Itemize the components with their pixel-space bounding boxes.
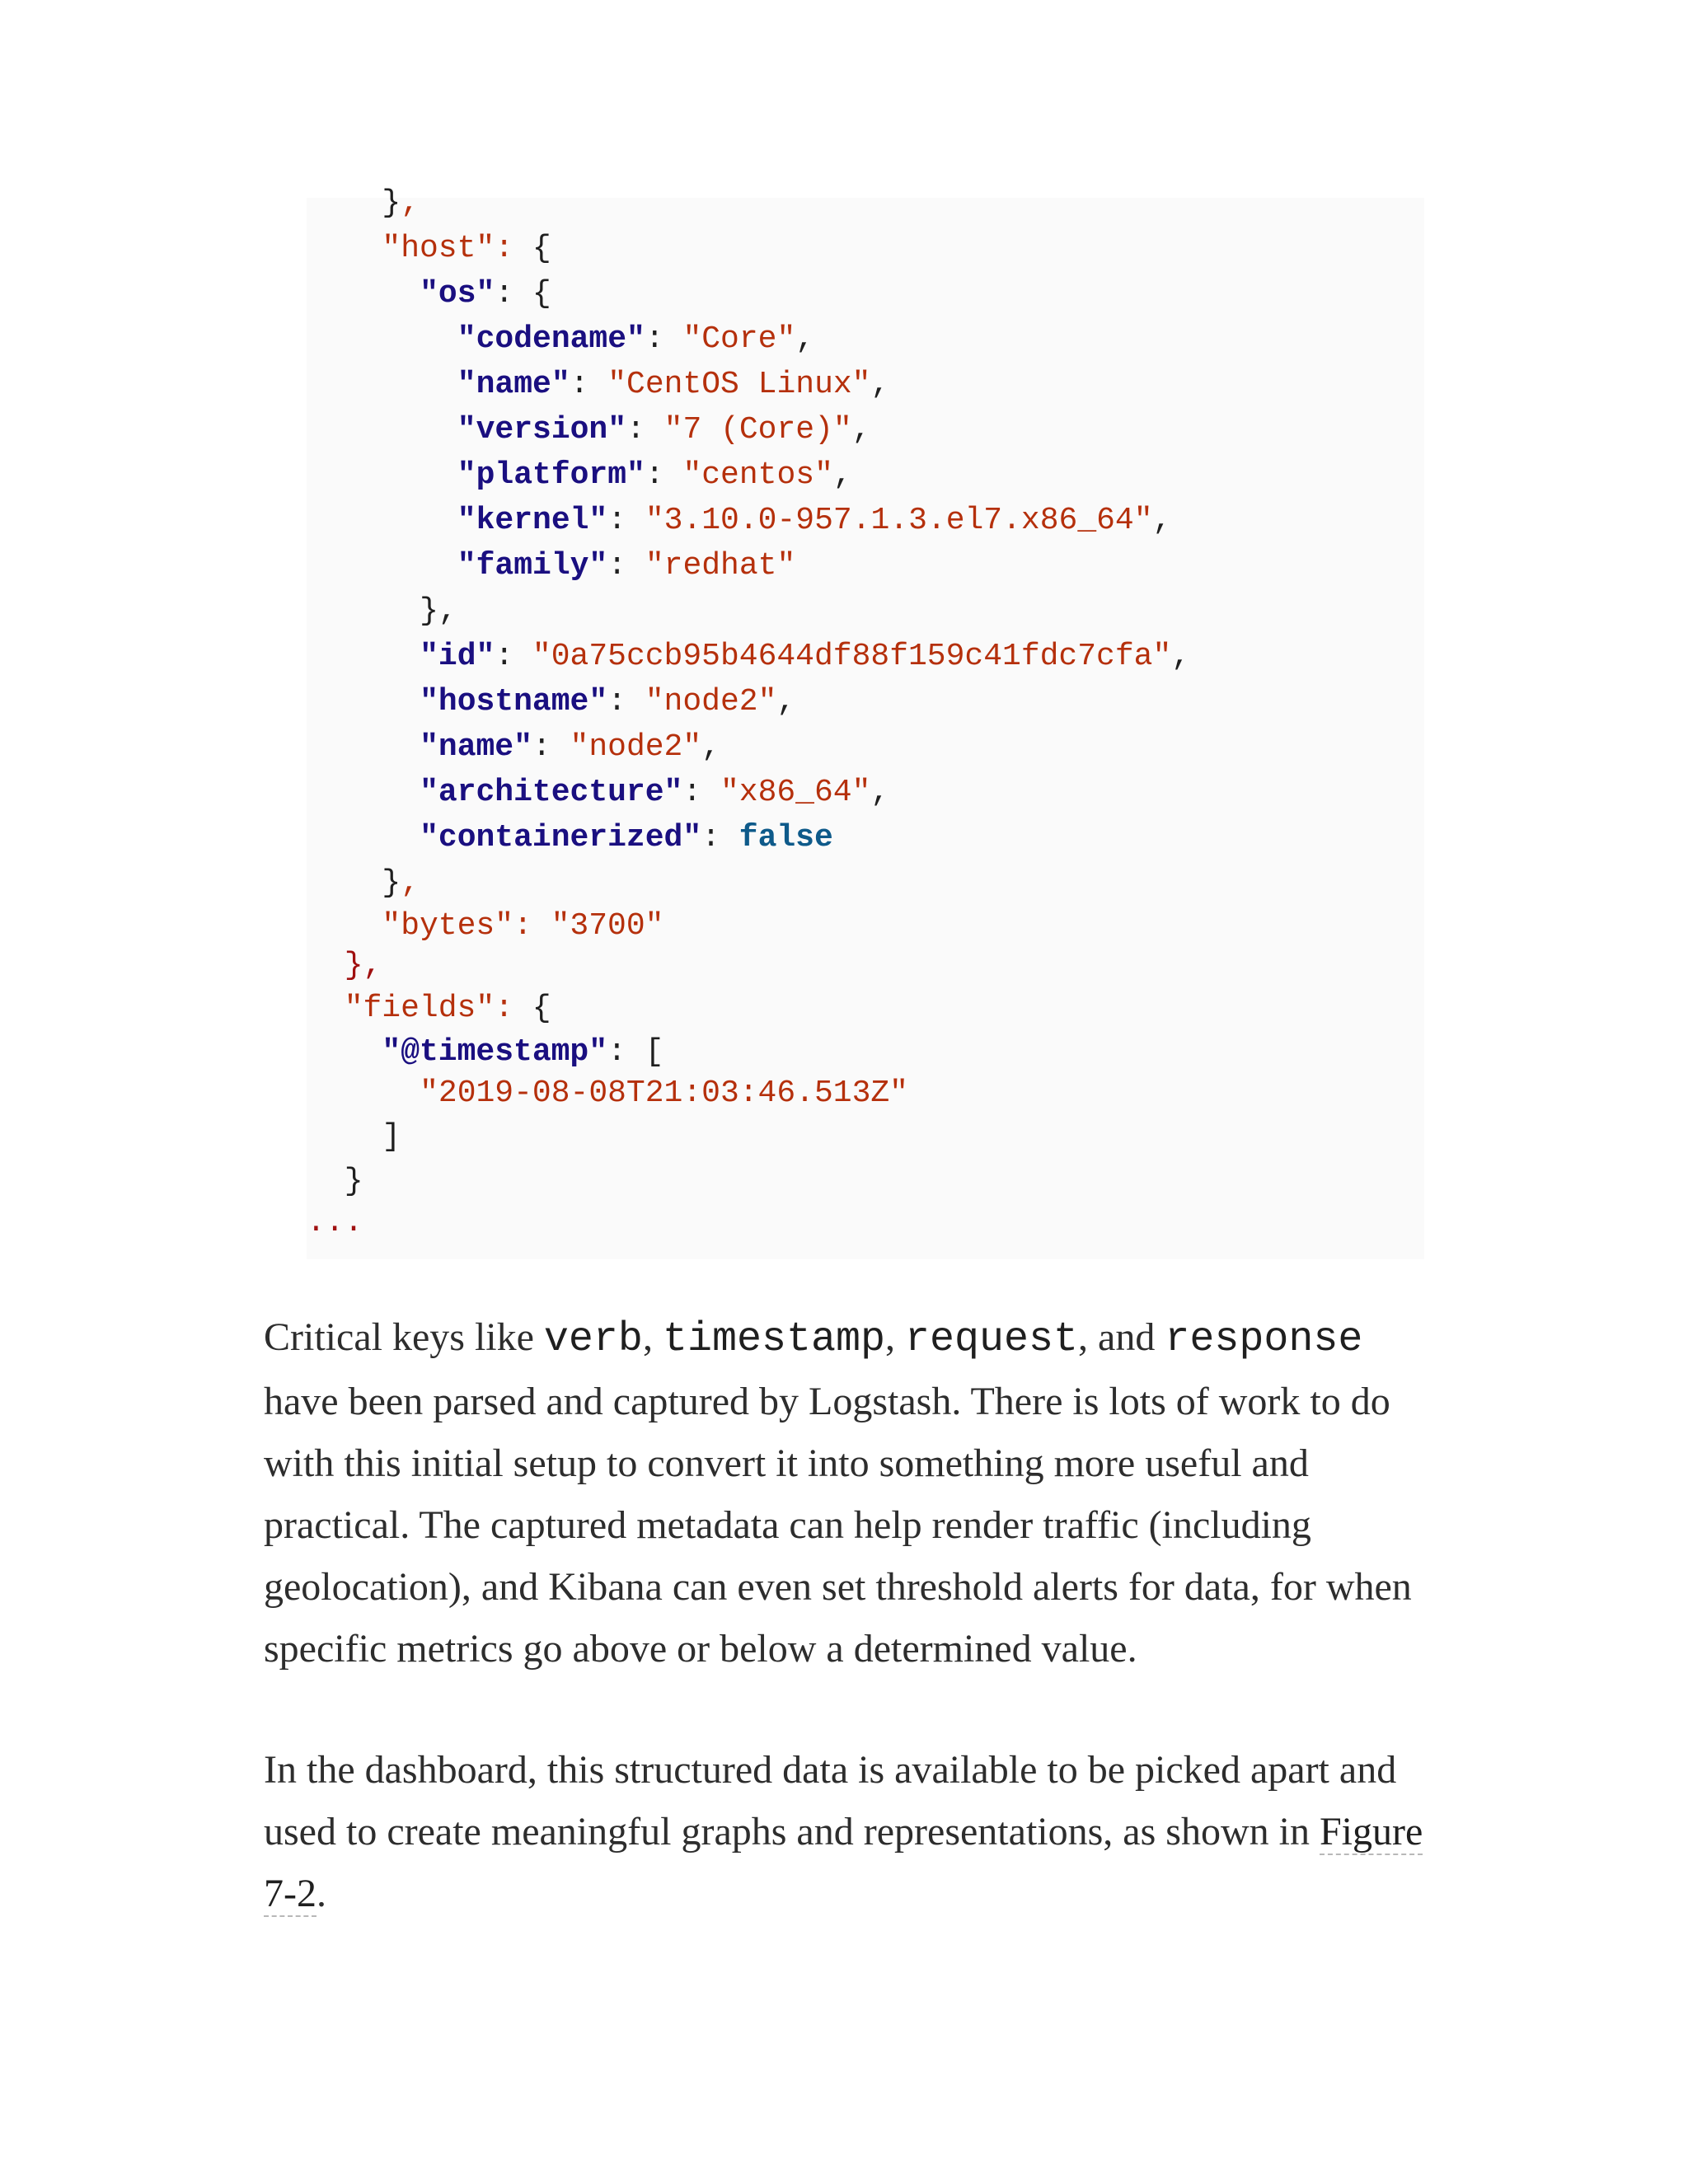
code-line [382, 865, 420, 901]
code-line [345, 950, 382, 982]
code-line [457, 548, 796, 583]
code-token-punct: , [832, 457, 852, 493]
code-token-darkred: }, [344, 948, 382, 983]
code-token-punct: : [607, 548, 645, 583]
code-line [382, 233, 551, 265]
code-token-punct: } [382, 185, 401, 221]
inline-code-request: request [905, 1316, 1079, 1363]
code-token-punct: : { [495, 276, 551, 312]
code-line [457, 321, 815, 357]
code-line [457, 412, 871, 448]
code-token-punct: : [607, 684, 645, 719]
code-token-punct: : [ [607, 1034, 664, 1070]
code-token-punct: : [626, 412, 664, 448]
code-token-punct: : [645, 457, 683, 493]
code-token-str: "3.10.0-957.1.3.el7.x86_64" [645, 503, 1153, 538]
json-code-listing [307, 185, 1424, 1259]
code-token-punct: : [701, 820, 739, 855]
code-token-str: "CentOS Linux" [607, 367, 871, 402]
inline-code-response: response [1165, 1316, 1363, 1363]
code-token-punct: : [682, 775, 720, 810]
code-line [382, 185, 420, 221]
code-token-str: "0a75ccb95b4644df88f159c41fdc7cfa" [532, 639, 1172, 674]
figure-cross-reference-link[interactable]: Figure 7-2 [264, 1810, 1423, 1915]
code-token-key: "@timestamp" [382, 1034, 608, 1070]
code-line [307, 1207, 363, 1239]
code-token-key: "version" [457, 412, 627, 448]
code-line [457, 369, 890, 401]
code-token-str: "host" [382, 231, 495, 266]
paragraph-text: have been parsed and captured by Logstash. There is lots of work to do with this initial setup to convert it into something more useful and practical. The captured metadata can help render traffic (including geolocation), and Kibana can even set threshold alerts for data, for when specific metrics go above or below a determined value. [264, 1380, 1412, 1671]
code-token-str: "redhat" [645, 548, 796, 583]
code-line [420, 593, 457, 629]
body-paragraph [264, 1739, 1434, 1924]
code-token-punct: } [344, 1164, 363, 1199]
code-line [420, 276, 551, 312]
code-token-punct: , [1171, 639, 1191, 674]
code-token-key: "containerized" [420, 820, 702, 855]
code-token-key: "os" [420, 276, 495, 312]
paragraph-text: In the dashboard, this structured data is available to be picked apart and used to create meaningful graphs and representations, as shown in [264, 1748, 1397, 1854]
paragraph-text: , and [1078, 1315, 1165, 1359]
code-token-punct: : [495, 639, 532, 674]
code-line [420, 729, 720, 765]
body-paragraph [264, 1306, 1434, 1680]
code-token-punct: : [645, 321, 683, 357]
code-token-punct: , [776, 684, 796, 719]
code-token-punct: }, [420, 593, 457, 629]
code-token-key: "codename" [457, 321, 645, 357]
code-token-str: "fields" [344, 991, 495, 1026]
code-token-punct: , [701, 729, 720, 765]
code-line [457, 457, 852, 493]
code-token-red: , [401, 865, 420, 901]
code-token-key: "name" [457, 367, 570, 402]
code-token-punct: { [513, 991, 551, 1026]
code-token-punct: ] [382, 1119, 401, 1155]
code-line [345, 993, 551, 1024]
code-token-str: "bytes": "3700" [382, 908, 664, 944]
code-token-key: "name" [420, 729, 532, 765]
inline-code-verb: verb [543, 1316, 643, 1363]
code-line [420, 641, 1190, 673]
code-token-str: "x86_64" [720, 775, 871, 810]
inline-code-timestamp: timestamp [662, 1316, 885, 1363]
code-token-punct: : [532, 729, 570, 765]
code-line [345, 1166, 363, 1197]
code-line [382, 908, 664, 944]
code-line [457, 505, 1172, 537]
code-token-str: "centos" [682, 457, 833, 493]
code-token-str: "2019-08-08T21:03:46.513Z" [420, 1076, 908, 1111]
paragraph-text: Critical keys like [264, 1315, 544, 1359]
code-token-str: "node2" [645, 684, 777, 719]
code-line [420, 684, 796, 719]
code-token-punct: } [382, 865, 401, 901]
code-token-key: "family" [457, 548, 608, 583]
code-token-key: "hostname" [420, 684, 608, 719]
code-token-punct: , [870, 367, 890, 402]
paragraph-text: , [642, 1315, 663, 1359]
code-token-bool: false [738, 820, 833, 855]
code-token-punct: : [607, 503, 645, 538]
paragraph-text: . [316, 1872, 326, 1915]
code-token-punct: , [795, 321, 815, 357]
code-line [382, 1119, 401, 1155]
code-token-str: "Core" [682, 321, 796, 357]
code-token-str: "node2" [570, 729, 702, 765]
code-token-punct: , [1152, 503, 1172, 538]
code-token-punct: { [513, 231, 551, 266]
code-token-key: "platform" [457, 457, 645, 493]
code-line [420, 777, 889, 808]
code-token-darkred: ... [307, 1205, 363, 1240]
code-token-punct: , [851, 412, 871, 448]
code-token-red: : [495, 991, 513, 1026]
code-token-key: "architecture" [420, 775, 683, 810]
code-line [420, 1078, 908, 1109]
code-token-punct: , [870, 775, 890, 810]
code-line [420, 820, 833, 855]
code-token-red: : [495, 231, 514, 266]
paragraph-text: , [885, 1315, 905, 1359]
code-token-str: "7 (Core)" [663, 412, 852, 448]
code-token-key: "id" [420, 639, 495, 674]
code-token-punct: : [570, 367, 608, 402]
code-line [382, 1034, 664, 1070]
code-token-key: "kernel" [457, 503, 608, 538]
code-token-red: , [401, 185, 420, 221]
